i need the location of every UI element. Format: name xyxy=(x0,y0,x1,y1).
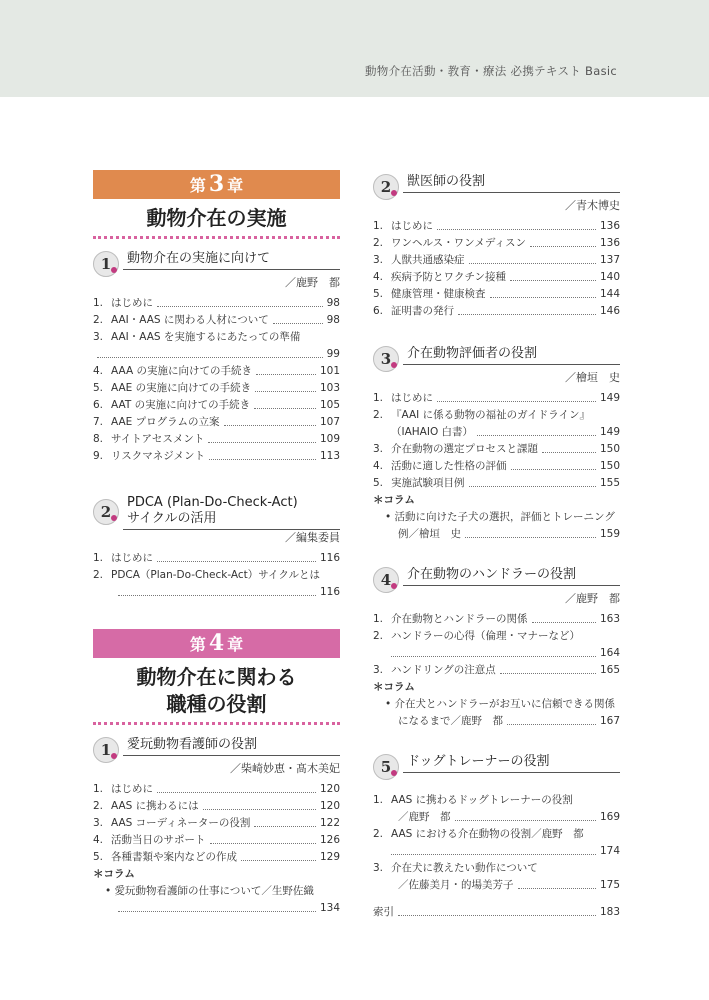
right-column xyxy=(373,170,620,921)
toc-item[interactable]: 1. はじめに 98 xyxy=(93,297,340,309)
section-author: ／鹿野 都 xyxy=(285,276,340,289)
section-title: 獣医師の役割 xyxy=(407,174,486,189)
badge-dot-icon xyxy=(111,753,117,759)
toc-item[interactable]: 2. ハンドラーの心得（倫理・マナーなど） xyxy=(373,630,580,642)
section-number-badge: 2 xyxy=(373,174,399,200)
toc-item[interactable]: 1. はじめに 116 xyxy=(93,552,340,564)
toc-item[interactable]: 2. AAS に携わるには 120 xyxy=(93,800,340,812)
page-header xyxy=(0,0,709,97)
toc-item[interactable]: 3. AAS コーディネーターの役割 122 xyxy=(93,817,340,829)
section-number-badge: 4 xyxy=(373,567,399,593)
toc-item[interactable]: 8. サイトアセスメント 109 xyxy=(93,433,340,445)
toc-item[interactable]: 4. 活動当日のサポート 126 xyxy=(93,834,340,846)
toc-item-continued[interactable]: 99 xyxy=(93,346,340,363)
section-rule xyxy=(403,585,620,586)
section-author: ／編集委員 xyxy=(285,531,340,544)
section-title: 愛玩動物看護師の役割 xyxy=(127,737,258,752)
toc-item[interactable]: 6. AAT の実施に向けての手続き 105 xyxy=(93,399,340,411)
toc-item[interactable]: 3. 介在動物の選定プロセスと課題 150 xyxy=(373,443,620,455)
toc-item[interactable]: 1. AAS に携わるドッグトレーナーの役割 xyxy=(373,794,573,806)
section-4-3 xyxy=(373,342,620,543)
index-entry[interactable] xyxy=(373,904,620,921)
toc-item[interactable]: 2. AAS における介在動物の役割／鹿野 都 xyxy=(373,828,584,840)
running-title: 動物介在活動・教育・療法 必携テキスト Basic xyxy=(364,64,617,78)
section-rule xyxy=(123,755,340,756)
badge-dot-icon xyxy=(111,267,117,273)
section-rule xyxy=(403,192,620,193)
chapter-4-block xyxy=(93,629,340,725)
badge-dot-icon xyxy=(391,362,397,368)
column-item[interactable]: • 活動に向けた子犬の選択，評価とトレーニング xyxy=(385,511,615,523)
chapter-suffix: 章 xyxy=(227,176,244,195)
section-title: 動物介在の実施に向けて xyxy=(127,251,271,266)
toc-item[interactable]: 4. 活動に適した性格の評価 150 xyxy=(373,460,620,472)
toc-item[interactable]: 5. 各種書類や案内などの作成 129 xyxy=(93,851,340,863)
toc-item-continued[interactable]: 116 xyxy=(93,584,340,601)
toc-item[interactable]: 5. 実施試験項目例 155 xyxy=(373,477,620,489)
toc-item[interactable]: 2. 『AAI に係る動物の福祉のガイドライン』 xyxy=(373,409,590,421)
section-title: ドッグトレーナーの役割 xyxy=(407,754,550,769)
section-author: ／鹿野 都 xyxy=(565,592,620,605)
chapter-3-title: 動物介在の実施 xyxy=(146,206,287,230)
toc-item[interactable]: 3. 介在犬に教えたい動作について xyxy=(373,862,538,874)
section-number-badge: 1 xyxy=(93,737,119,763)
toc-item[interactable]: 5. AAE の実施に向けての手続き 103 xyxy=(93,382,340,394)
toc-item[interactable]: 1. 介在動物とハンドラーの関係 163 xyxy=(373,613,620,625)
section-3-2 xyxy=(93,491,340,601)
toc-item-continued[interactable]: （IAHAIO 白書） 149 xyxy=(391,426,620,438)
column-item[interactable]: • 介在犬とハンドラーがお互いに信頼できる関係 xyxy=(385,698,616,710)
section-author: ／青木博史 xyxy=(565,199,620,212)
toc-item-continued[interactable]: 174 xyxy=(373,843,620,860)
toc-item[interactable]: 2. PDCA（Plan-Do-Check-Act）サイクルとは xyxy=(93,569,321,581)
chapter-4-title-line2: 職種の役割 xyxy=(166,692,267,716)
section-number-badge: 5 xyxy=(373,754,399,780)
section-author: ／柴崎妙恵・髙木美妃 xyxy=(230,762,340,775)
toc-item[interactable]: 3. AAI・AAS を実施するにあたっての準備 xyxy=(93,331,301,343)
toc-item[interactable]: 4. AAA の実施に向けての手続き 101 xyxy=(93,365,340,377)
toc-item[interactable]: 4. 疾病予防とワクチン接種 140 xyxy=(373,271,620,283)
chapter-4-band xyxy=(93,629,340,658)
toc-item[interactable]: 2. AAI・AAS に関わる人材について 98 xyxy=(93,314,340,326)
toc-item[interactable]: 5. 健康管理・健康検査 144 xyxy=(373,288,620,300)
chapter-3-band xyxy=(93,170,340,199)
section-title: 介在動物評価者の役割 xyxy=(407,346,538,361)
toc-item[interactable]: 9. リスクマネジメント 113 xyxy=(93,450,340,462)
chapter-prefix: 第 xyxy=(189,176,206,195)
toc-item-continued[interactable]: ／鹿野 都 169 xyxy=(398,811,620,823)
toc-item[interactable]: 3. ハンドリングの注意点 165 xyxy=(373,664,620,676)
badge-dot-icon xyxy=(111,515,117,521)
section-rule xyxy=(403,364,620,365)
section-rule xyxy=(123,529,340,530)
section-4-2 xyxy=(373,170,620,320)
index-label: 索引 xyxy=(373,906,394,918)
toc-item[interactable]: 1. はじめに 120 xyxy=(93,783,340,795)
chapter-prefix: 第 xyxy=(189,635,206,654)
section-title: 介在動物のハンドラーの役割 xyxy=(407,567,577,582)
toc-item[interactable]: 3. 人獣共通感染症 137 xyxy=(373,254,620,266)
section-number-badge: 2 xyxy=(93,499,119,525)
index-page: 183 xyxy=(599,906,620,918)
toc-item[interactable]: 7. AAE プログラムの立案 107 xyxy=(93,416,340,428)
section-number-badge: 1 xyxy=(93,251,119,277)
column-label: ＊コラム xyxy=(373,681,415,693)
section-title-line2: サイクルの活用 xyxy=(127,511,217,526)
chapter-suffix: 章 xyxy=(227,635,244,654)
toc-item-continued[interactable]: 134 xyxy=(93,900,340,917)
section-3-1 xyxy=(93,247,340,465)
section-title: PDCA (Plan-Do-Check-Act) xyxy=(127,495,298,510)
section-4-4 xyxy=(373,563,620,730)
toc-item[interactable]: 6. 証明書の発行 146 xyxy=(373,305,620,317)
section-rule xyxy=(403,772,620,773)
chapter-number: 3 xyxy=(208,171,225,197)
dotted-divider xyxy=(93,722,340,725)
toc-item-continued[interactable]: になるまで／鹿野 都 167 xyxy=(398,715,620,727)
column-label: ＊コラム xyxy=(93,868,135,880)
toc-item[interactable]: 1. はじめに 149 xyxy=(373,392,620,404)
toc-item[interactable]: 1. はじめに 136 xyxy=(373,220,620,232)
badge-dot-icon xyxy=(391,770,397,776)
section-4-1 xyxy=(93,733,340,917)
section-4-5 xyxy=(373,750,620,894)
chapter-number: 4 xyxy=(208,630,225,656)
left-column xyxy=(93,170,340,917)
toc-item-continued[interactable]: 164 xyxy=(373,645,620,662)
toc-item[interactable]: 2. ワンヘルス・ワンメディスン 136 xyxy=(373,237,620,249)
badge-dot-icon xyxy=(391,190,397,196)
section-rule xyxy=(123,269,340,270)
column-label: ＊コラム xyxy=(373,494,415,506)
dotted-divider xyxy=(93,236,340,239)
column-item[interactable]: • 愛玩動物看護師の仕事について／生野佐織 xyxy=(105,885,314,897)
chapter-4-title-line1: 動物介在に関わる xyxy=(136,665,297,689)
section-author: ／檜垣 史 xyxy=(565,371,620,384)
badge-dot-icon xyxy=(391,583,397,589)
toc-item-continued[interactable]: ／佐藤美月・的場美芳子 175 xyxy=(398,879,620,891)
section-number-badge: 3 xyxy=(373,346,399,372)
toc-item-continued[interactable]: 例／檜垣 史 159 xyxy=(398,528,620,540)
